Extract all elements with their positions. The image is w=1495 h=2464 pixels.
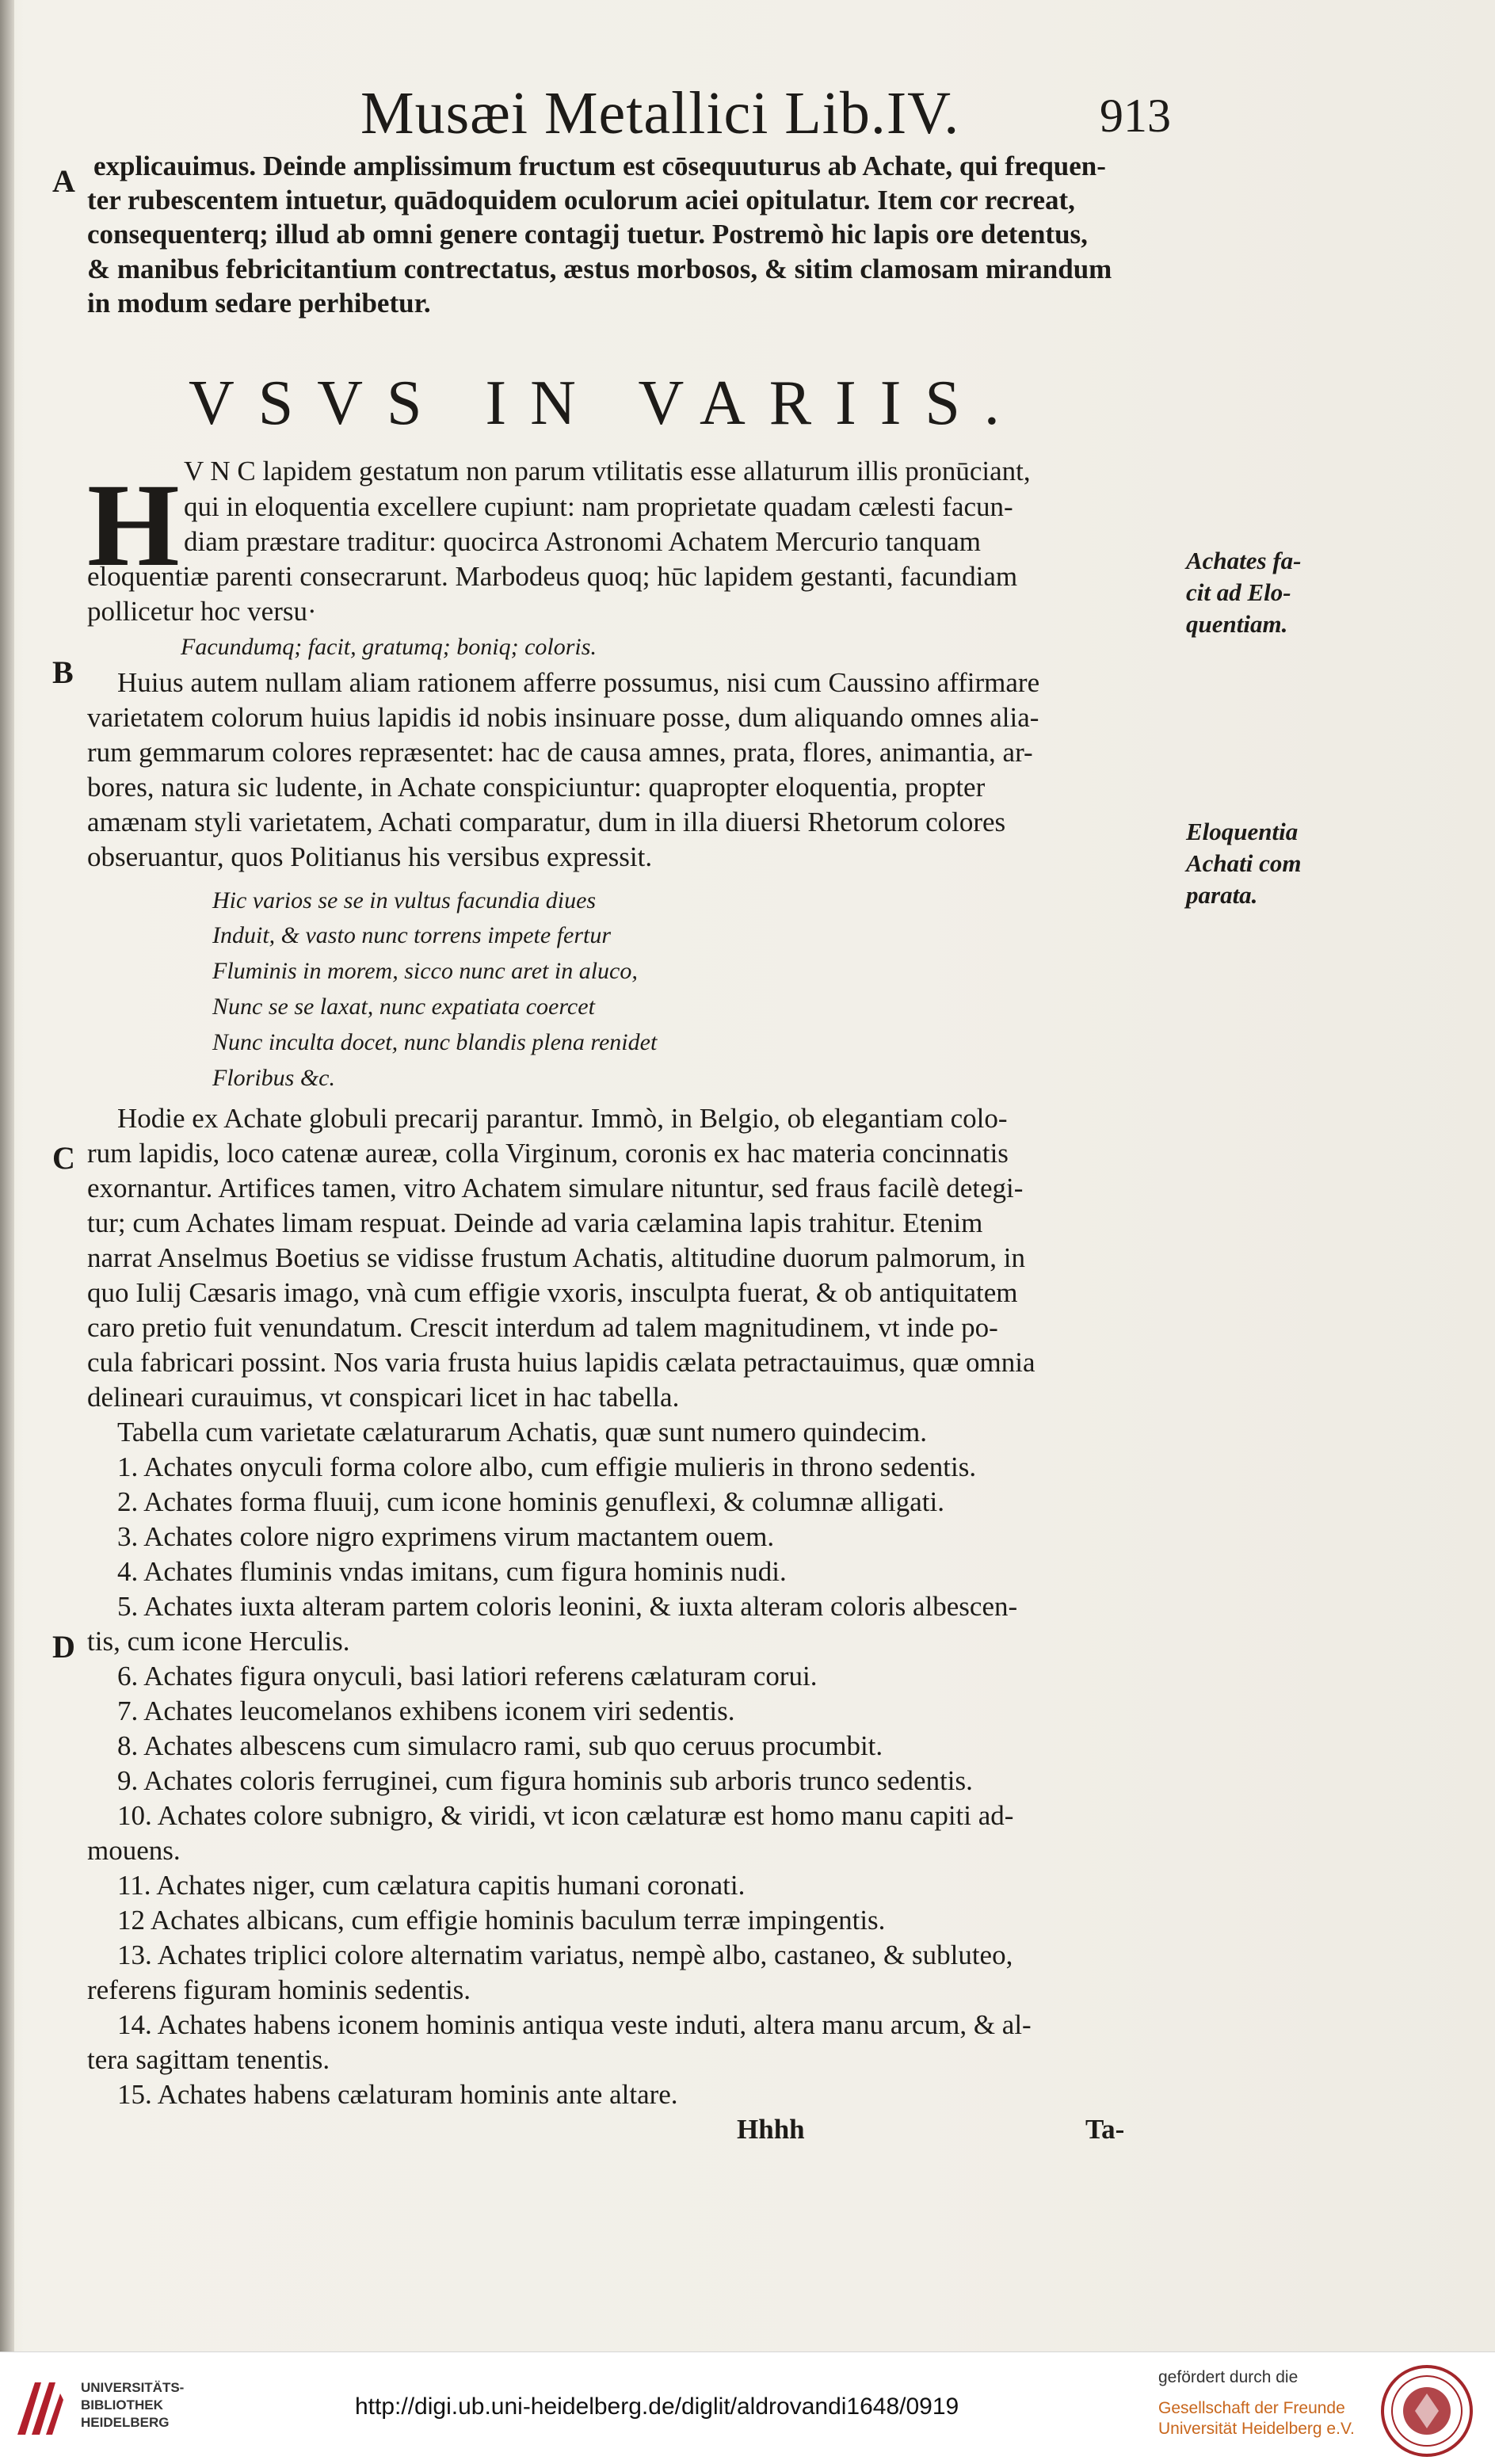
body-line: rum lapidis, loco catenæ aureæ, colla Virginum, coronis ex hac materia concinnatis (87, 1138, 1009, 1169)
verse-line: Nunc inculta docet, nunc blandis plena renidet (212, 1029, 658, 1055)
margin-note-line: Achati com (1186, 849, 1302, 877)
intro-line: & manibus febricitantium contrectatus, æstus morbosos, & sitim clamosam mirandum (87, 254, 1112, 284)
body-line: tur; cum Achates limam respuat. Deinde ad varia cælamina lapis trahitur. Etenim (87, 1207, 983, 1238)
body-line: Hodie ex Achate globuli precarij parantur. Immò, in Belgio, ob elegantiam colo- (117, 1103, 1008, 1134)
library-name (81, 2379, 184, 2432)
signature-mark: Hhhh (737, 2114, 805, 2145)
section-heading: VSVS IN VARIIS. (189, 368, 1024, 438)
intro-line: in modum sedare perhibetur. (87, 288, 431, 318)
section-letter-c: C (52, 1140, 75, 1176)
intro-line: explicauimus. Deinde amplissimum fructum est cōsequuturus ab Achate, qui frequen- (93, 151, 1106, 181)
margin-note-line: Eloquentia (1186, 818, 1299, 845)
footer-bar (0, 2351, 1495, 2464)
verse-line: Facundumq; facit, gratumq; boniq; coloris. (181, 634, 597, 660)
list-item: 9. Achates coloris ferruginei, cum figura hominis sub arboris trunco sedentis. (117, 1765, 973, 1796)
list-item: 3. Achates colore nigro exprimens virum mactantem ouem. (117, 1521, 775, 1552)
body-line: Huius autem nullam aliam rationem afferre possumus, nisi cum Caussino affirmare (117, 667, 1040, 698)
list-item: 5. Achates iuxta alteram partem coloris leonini, & iuxta alteram coloris albescen- (117, 1591, 1018, 1622)
drop-cap: H (87, 460, 180, 591)
margin-note-line: parata. (1186, 881, 1258, 909)
list-item: 11. Achates niger, cum cælatura capitis humani coronati. (117, 1870, 746, 1901)
funded-by-label: gefördert durch die (1158, 2368, 1299, 2386)
list-item: 4. Achates fluminis vndas imitans, cum figura hominis nudi. (117, 1556, 787, 1587)
body-line: narrat Anselmus Boetius se vidisse frustum Achatis, altitudine duorum palmorum, in (87, 1242, 1026, 1273)
section-letter-b: B (52, 654, 74, 690)
list-item-continued: referens figuram hominis sedentis. (87, 1974, 471, 2005)
society-name-line: Gesellschaft der Freunde (1158, 2399, 1345, 2417)
margin-note-line: quentiam. (1186, 610, 1288, 638)
body-line: bores, natura sic ludente, in Achate conspiciuntur: quapropter eloquentia, propter (87, 772, 986, 803)
verse-line: Floribus &c. (212, 1065, 335, 1091)
verse-line: Hic varios se se in vultus facundia diues (212, 887, 597, 914)
library-name-line: UNIVERSITÄTS- (81, 2380, 185, 2395)
list-item: 6. Achates figura onyculi, basi latiori referens cælaturam corui. (117, 1661, 818, 1692)
body-line: obseruantur, quos Politianus his versibus expressit. (87, 841, 653, 872)
body-line: delineari curauimus, vt conspicari licet in hac tabella. (87, 1382, 680, 1413)
list-item: 12 Achates albicans, cum effigie hominis baculum terræ impingentis. (117, 1905, 886, 1936)
page-number: 913 (1100, 90, 1171, 142)
catchword: Ta- (1085, 2114, 1125, 2145)
list-item-continued: tis, cum icone Herculis. (87, 1626, 350, 1657)
running-title: Musæi Metallici Lib.IV. (360, 80, 960, 147)
list-item: 7. Achates leucomelanos exhibens iconem viri sedentis. (117, 1695, 735, 1726)
permalink-url[interactable]: http://digi.ub.uni-heidelberg.de/diglit/aldrovandi1648/0919 (355, 2393, 959, 2420)
list-item: 10. Achates colore subnigro, & viridi, vt icon cælaturæ est homo manu capiti ad- (117, 1800, 1014, 1831)
body-line: V N C lapidem gestatum non parum vtilitatis esse allaturum illis pronūciant, (184, 456, 1031, 486)
intro-line: ter rubescentem intuetur, quādoquidem oculorum aciei opitulatur. Item cor recreat, (87, 185, 1075, 216)
body-line: eloquentiæ parenti consecrarunt. Marbodeus quoq; hūc lapidem gestanti, facundiam (87, 561, 1018, 592)
list-item: 2. Achates forma fluuij, cum icone hominis genuflexi, & columnæ alligati. (117, 1486, 944, 1517)
section-letter-a: A (52, 163, 75, 199)
list-item: 15. Achates habens cælaturam hominis ante altare. (117, 2079, 678, 2110)
body-line: exornantur. Artifices tamen, vitro Achatem simulare nituntur, sed fraus facilè detegi- (87, 1173, 1024, 1203)
margin-note-line: cit ad Elo- (1186, 578, 1291, 606)
society-name (1158, 2398, 1355, 2439)
verse-line: Induit, & vasto nunc torrens impete fertur (212, 922, 611, 948)
list-item: 14. Achates habens iconem hominis antiqua veste induti, altera manu arcum, & al- (117, 2009, 1032, 2040)
body-line: qui in eloquentia excellere cupiunt: nam proprietate quadam cælesti facun- (184, 491, 1013, 522)
body-line: quo Iulij Cæsaris imago, vnà cum effigie vxoris, insculpta fuerat, & ob antiquitatem (87, 1277, 1018, 1308)
body-line: caro pretio fuit venundatum. Crescit interdum ad talem magnitudinem, vt inde po- (87, 1312, 998, 1343)
intro-line: consequenterq; illud ab omni genere contagij tuetur. Postremò hic lapis ore detentus, (87, 219, 1088, 250)
list-item-continued: tera sagittam tenentis. (87, 2044, 330, 2075)
verse-line: Nunc se se laxat, nunc expatiata coercet (212, 994, 595, 1020)
list-item: 13. Achates triplici colore alternatim variatus, nempè albo, castaneo, & subluteo, (117, 1940, 1013, 1970)
margin-note-2 (1186, 816, 1302, 911)
section-letter-d: D (52, 1629, 75, 1665)
library-logo-icon (11, 2376, 67, 2441)
margin-note-1 (1186, 545, 1302, 640)
list-item: 1. Achates onyculi forma colore albo, cum effigie mulieris in throno sedentis. (117, 1451, 977, 1482)
body-line: cula fabricari possint. Nos varia frusta huius lapidis cælata petractauimus, quæ omnia (87, 1347, 1035, 1378)
body-line: diam præstare traditur: quocirca Astronomi Achatem Mercurio tanquam (184, 526, 981, 557)
list-item-continued: mouens. (87, 1835, 181, 1866)
university-seal-icon (1379, 2363, 1474, 2458)
body-line: pollicetur hoc versu· (87, 596, 317, 627)
library-name-line: BIBLIOTHEK (81, 2397, 163, 2413)
library-name-line: HEIDELBERG (81, 2415, 170, 2430)
society-name-line: Universität Heidelberg e.V. (1158, 2420, 1355, 2438)
body-line: rum gemmarum colores repræsentet: hac de causa amnes, prata, flores, animantia, ar- (87, 737, 1033, 768)
body-line: varietatem colorum huius lapidis id nobis insinuare posse, dum aliquando omnes alia- (87, 702, 1039, 733)
body-line: amænam styli varietatem, Achati comparatur, dum in illa diuersi Rhetorum colores (87, 807, 1006, 837)
verse-line: Fluminis in morem, sicco nunc aret in aluco, (212, 958, 638, 984)
margin-note-line: Achates fa- (1186, 547, 1302, 574)
list-item: 8. Achates albescens cum simulacro rami, sub quo ceruus procumbit. (117, 1730, 883, 1761)
table-intro: Tabella cum varietate cælaturarum Achatis, quæ sunt numero quindecim. (117, 1417, 927, 1448)
